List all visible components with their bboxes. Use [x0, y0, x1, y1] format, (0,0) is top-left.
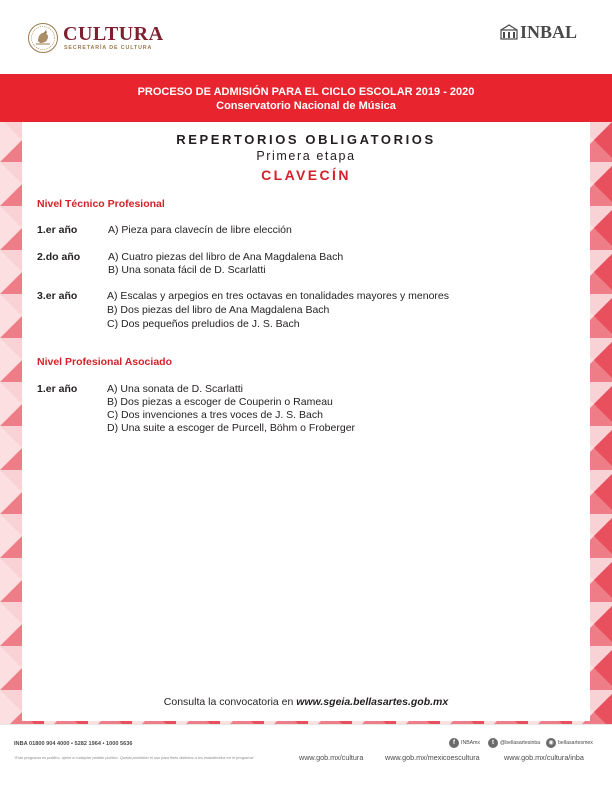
document-title: REPERTORIOS OBLIGATORIOS: [176, 132, 436, 147]
section-title: Nivel Profesional Asociado: [37, 356, 172, 368]
social-twitter[interactable]: [488, 738, 540, 750]
repertoire-item: C) Dos invenciones a tres voces de J. S. Bach: [107, 409, 323, 421]
footer-url-inba[interactable]: www.gob.mx/cultura/inba: [504, 753, 584, 762]
repertoire-item: D) Una suite a escoger de Purcell, Böhm o Froberger: [107, 422, 356, 434]
year-label: 2.do año: [37, 251, 81, 263]
legal-notice: "Este programa es público, ajeno a cualquier partido político. Queda prohibido el uso para fines distintos a los establecidos en el programa": [14, 755, 255, 760]
year-label: 1.er año: [37, 383, 78, 395]
page-header: [0, 0, 612, 74]
facebook-icon: f: [449, 738, 459, 748]
consulta-text: Consulta la convocatoria en: [163, 696, 297, 708]
repertoire-item: A) Una sonata de D. Scarlatti: [107, 383, 243, 395]
inbal-phone-numbers: INBA 01800 904 4000 • 5282 1964 • 1000 5636: [14, 741, 133, 747]
institution-name: Conservatorio Nacional de Música: [216, 100, 396, 112]
social-label: bellasartesmex: [558, 740, 593, 746]
footer-url-cultura[interactable]: www.gob.mx/cultura: [299, 753, 364, 762]
footer-url-mexicoescultura[interactable]: www.gob.mx/mexicoescultura: [385, 753, 480, 762]
document-stage: Primera etapa: [256, 149, 356, 163]
inbal-logo: [500, 23, 595, 43]
instagram-icon: ◉: [546, 738, 556, 748]
repertoire-item: B) Dos piezas a escoger de Couperin o Rameau: [107, 396, 333, 408]
repertoire-item: A) Pieza para clavecín de libre elección: [108, 224, 292, 236]
twitter-icon: t: [488, 738, 498, 748]
cultura-subtitle: SECRETARÍA DE CULTURA: [64, 45, 153, 51]
admission-process-title: PROCESO DE ADMISIÓN PARA EL CICLO ESCOLAR 2019 - 2020: [137, 86, 475, 98]
footer-divider: [0, 724, 612, 725]
social-facebook[interactable]: [449, 738, 480, 750]
social-instagram[interactable]: [546, 738, 593, 750]
repertoire-item: B) Una sonata fácil de D. Scarlatti: [108, 264, 266, 276]
year-label: 1.er año: [37, 224, 78, 236]
cultura-wordmark: CULTURA: [63, 23, 164, 45]
cultura-logo: [27, 22, 197, 58]
title-band: [0, 74, 612, 122]
repertoire-item: A) Cuatro piezas del libro de Ana Magdalena Bach: [108, 251, 344, 263]
social-label: @bellasartesinba: [500, 740, 541, 746]
consulta-line: [0, 696, 612, 708]
instrument-title: CLAVECÍN: [261, 167, 351, 183]
repertoire-item: C) Dos pequeños preludios de J. S. Bach: [107, 318, 300, 330]
convocatoria-link[interactable]: www.sgeia.bellasartes.gob.mx: [296, 696, 449, 708]
mexico-seal-icon: [27, 22, 59, 54]
repertoire-item: B) Dos piezas del libro de Ana Magdalena Bach: [107, 304, 330, 316]
inbal-wordmark: INBAL: [520, 22, 578, 42]
repertoire-item: A) Escalas y arpegios en tres octavas en tonalidades mayores y menores: [107, 290, 450, 302]
social-label: INBAmx: [461, 740, 481, 746]
year-label: 3.er año: [37, 290, 78, 302]
palacio-bellas-artes-icon: [500, 24, 518, 40]
section-title: Nivel Técnico Profesional: [37, 198, 165, 210]
